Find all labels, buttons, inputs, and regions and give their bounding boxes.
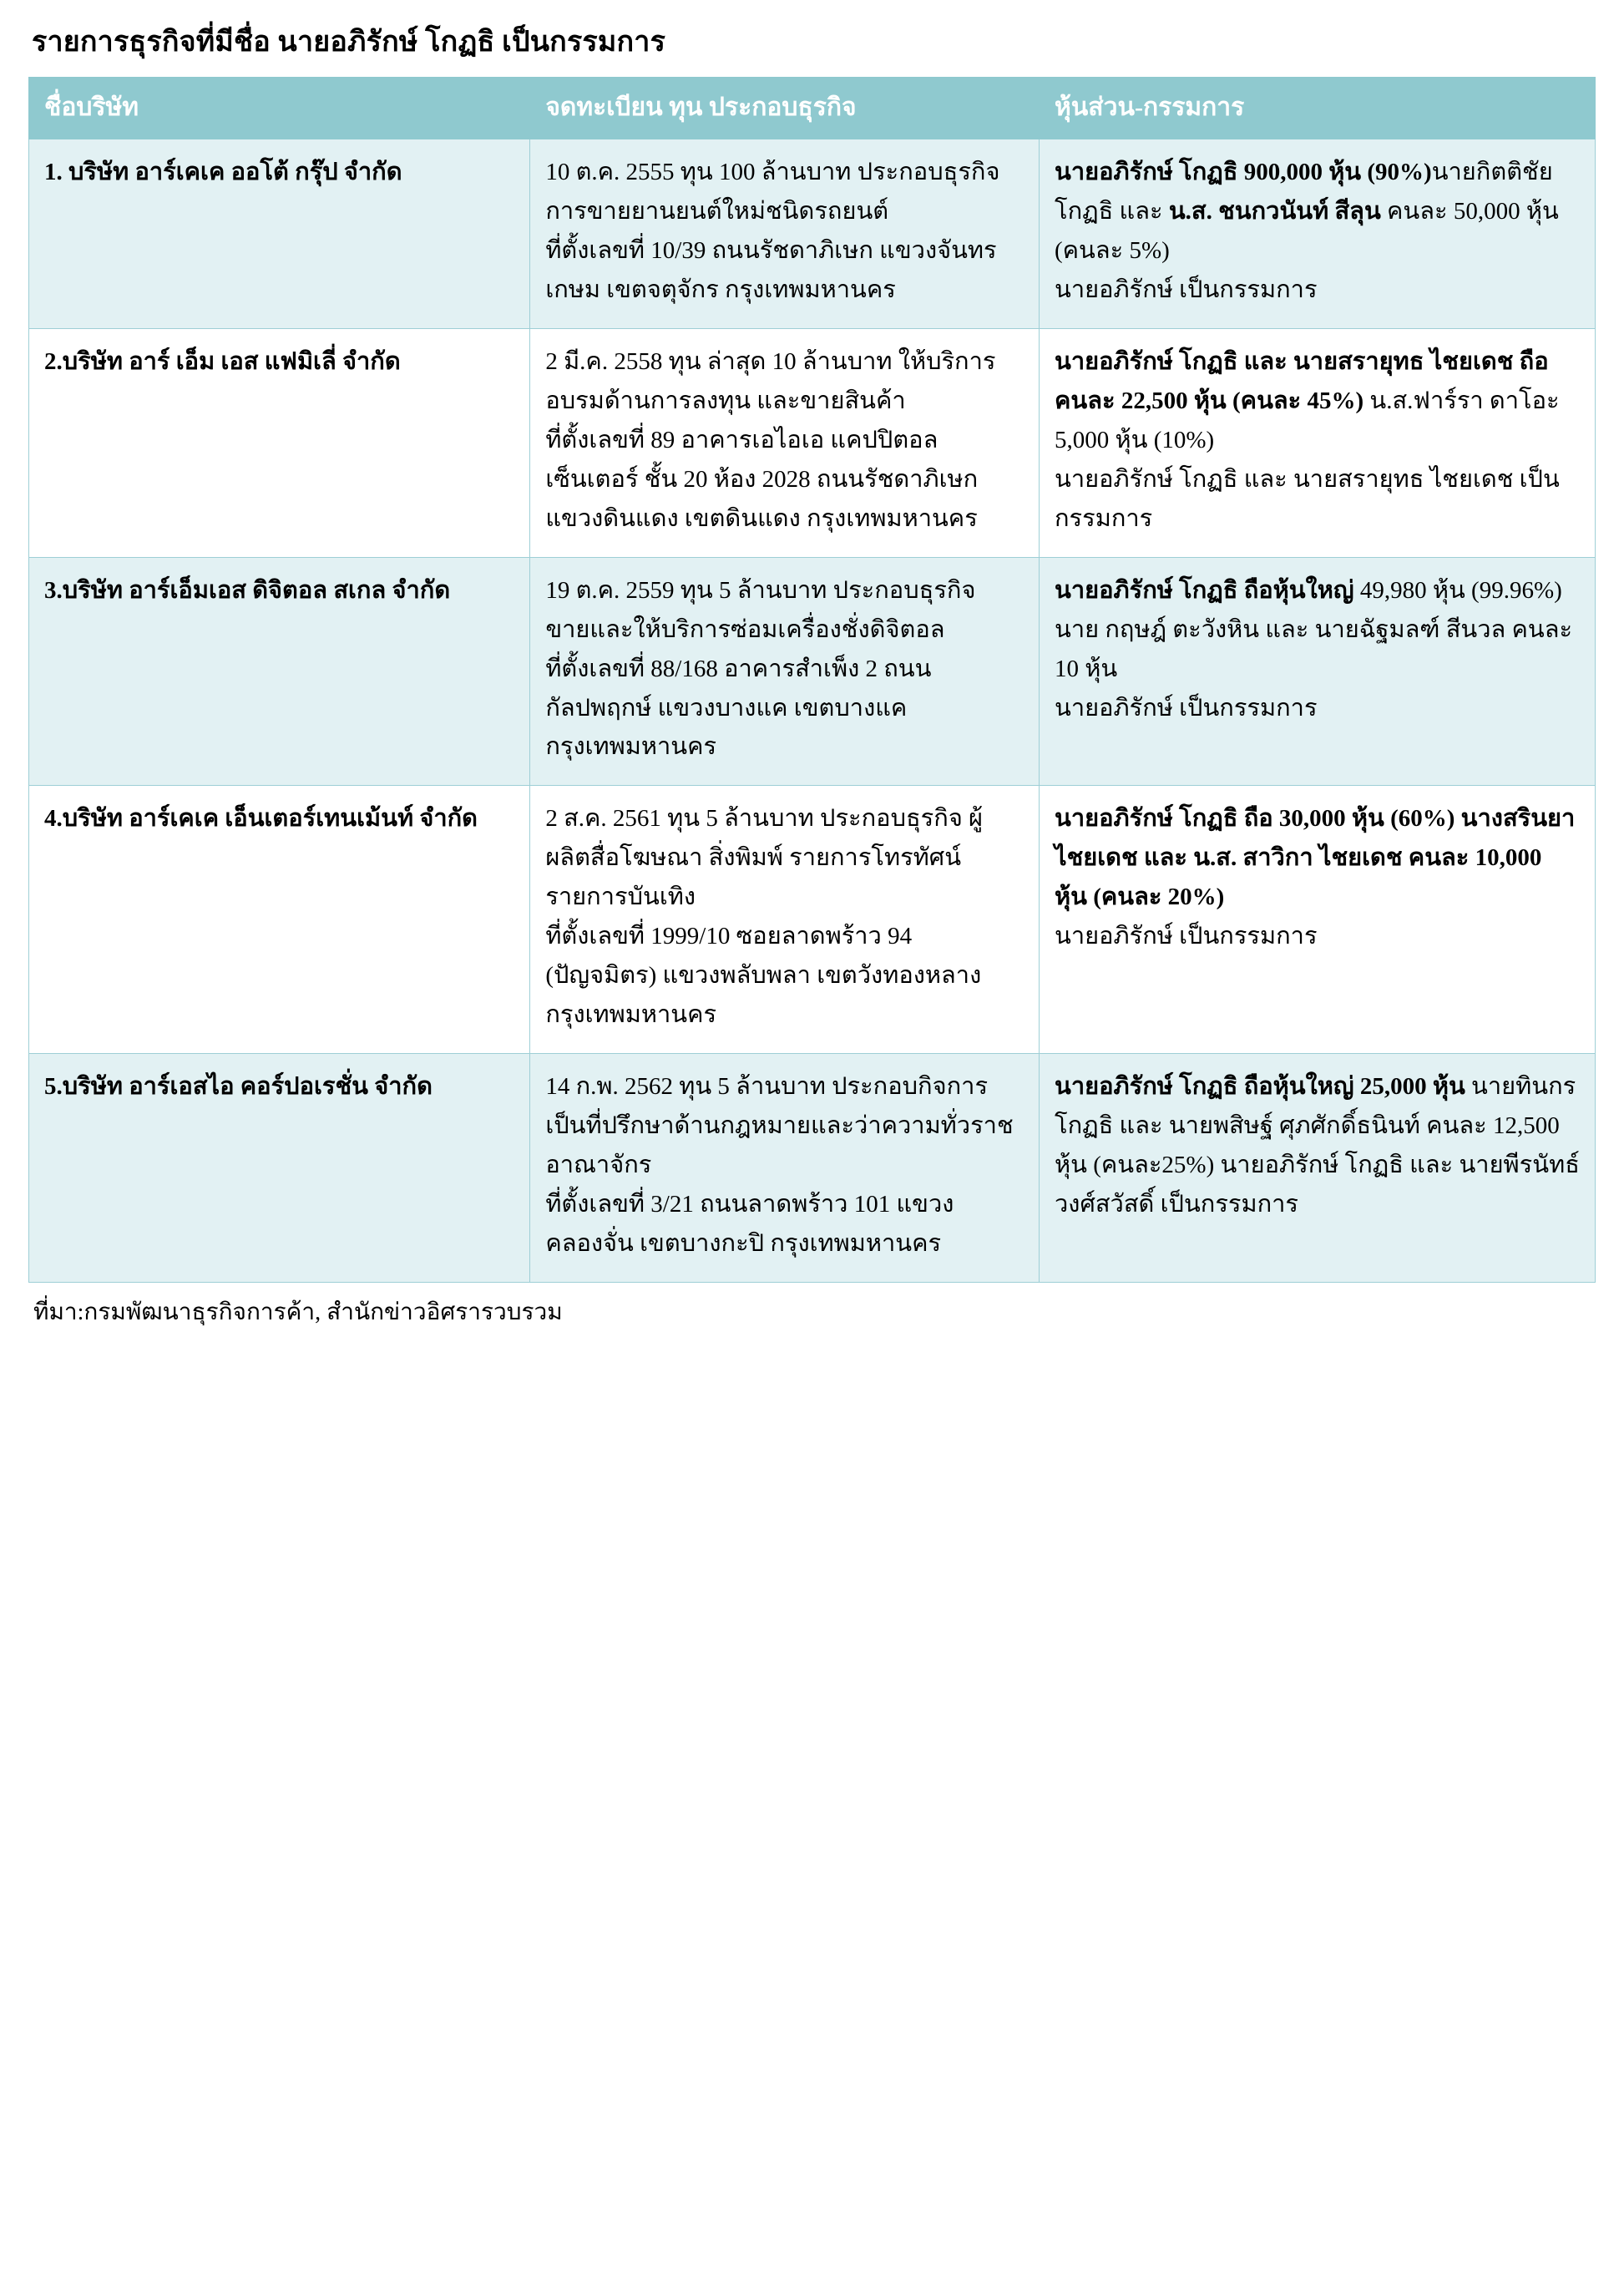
shareholder-text-emphasis: นายอภิรักษ์ โกฏธิ 900,000 หุ้น (90%) <box>1055 158 1432 185</box>
shareholder-text: นายอภิรักษ์ เป็นกรรมการ <box>1055 276 1318 303</box>
registration-line: ที่ตั้งเลขที่ 3/21 ถนนลาดพร้าว 101 แขวงคลองจั่น เขตบางกะปิ กรุงเทพมหานคร <box>545 1191 954 1258</box>
shareholder-text-emphasis: นายอภิรักษ์ โกฏธิ ถือ 30,000 หุ้น (60%) นางสรินยา ไชยเดช และ น.ส. สาวิกา ไชยเดช คนละ 10,000 หุ้น (คนละ 20%) <box>1055 805 1576 911</box>
company-name-text: 3.บริษัท อาร์เอ็มเอส ดิจิตอล สเกล จำกัด <box>44 576 451 604</box>
cell-shareholders <box>1040 786 1596 1054</box>
page-title: รายการธุรกิจที่มีชื่อ นายอภิรักษ์ โกฏธิ เป็นกรรมการ <box>32 27 666 58</box>
business-table <box>28 77 1596 1283</box>
table-row <box>29 786 1596 1054</box>
cell-company-name <box>29 139 530 328</box>
column-header-registration: จดทะเบียน ทุน ประกอบธุรกิจ <box>530 77 1040 139</box>
shareholder-text: น.ส.ฟาร์รา ดาโอะ 5,000 หุ้น (10%) <box>1055 387 1560 453</box>
table-row <box>29 139 1596 328</box>
table-row <box>29 1054 1596 1283</box>
registration-line: ที่ตั้งเลขที่ 1999/10 ซอยลาดพร้าว 94 (ปัญจมิตร) แขวงพลับพลา เขตวังทองหลาง กรุงเทพมหานคร <box>545 923 982 1029</box>
registration-line: 2 ส.ค. 2561 ทุน 5 ล้านบาท ประกอบธุรกิจ ผู้ผลิตสื่อโฆษณา สิ่งพิมพ์ รายการโทรทัศน์ รายการบันเทิง <box>545 805 984 911</box>
shareholder-text: นายอภิรักษ์ โกฏธิ และ นายสรายุทธ ไชยเดช เป็นกรรมการ <box>1055 465 1560 532</box>
registration-line: 10 ต.ค. 2555 ทุน 100 ล้านบาท ประกอบธุรกิจ การขายยานยนต์ใหม่ชนิดรถยนต์ <box>545 158 1000 225</box>
registration-line: ที่ตั้งเลขที่ 88/168 อาคารสำเพ็ง 2 ถนนกัลปพฤกษ์ แขวงบางแค เขตบางแค กรุงเทพมหานคร <box>545 655 932 761</box>
company-name-text: 5.บริษัท อาร์เอสไอ คอร์ปอเรชั่น จำกัด <box>44 1073 433 1101</box>
cell-shareholders <box>1040 139 1596 328</box>
shareholder-text-emphasis: นายอภิรักษ์ โกฏธิ และ นายสรายุทธ ไชยเดช ถือคนละ 22,500 หุ้น (คนละ 45%) <box>1055 347 1549 414</box>
cell-registration-info <box>530 1054 1040 1283</box>
cell-shareholders <box>1040 328 1596 557</box>
cell-company-name <box>29 786 530 1054</box>
shareholder-text: คนละ 50,000 หุ้น (คนละ 5%) <box>1055 197 1559 264</box>
company-name-text: 4.บริษัท อาร์เคเค เอ็นเตอร์เทนเม้นท์ จำกัด <box>44 805 478 833</box>
shareholder-text-emphasis: น.ส. ชนกวนันท์ สีลุน <box>1168 197 1381 225</box>
table-row <box>29 328 1596 557</box>
column-header-company: ชื่อบริษัท <box>29 77 530 139</box>
table-row <box>29 557 1596 786</box>
table-header-row <box>29 77 1596 139</box>
registration-line: 14 ก.พ. 2562 ทุน 5 ล้านบาท ประกอบกิจการเป็นที่ปรึกษาด้านกฎหมายและว่าความทั่วราชอาณาจักร <box>545 1073 1014 1179</box>
registration-line: ที่ตั้งเลขที่ 89 อาคารเอไอเอ แคปปิตอล เซ็นเตอร์ ชั้น 20 ห้อง 2028 ถนนรัชดาภิเษก แขวงดินแดง เขตดินแดง กรุงเทพมหานคร <box>545 426 979 532</box>
cell-registration-info <box>530 786 1040 1054</box>
shareholder-text-emphasis: นายอภิรักษ์ โกฏธิ ถือหุ้นใหญ่ <box>1055 576 1360 604</box>
cell-registration-info <box>530 557 1040 786</box>
source-note: ที่มา:กรมพัฒนาธุรกิจการค้า, สำนักข่าวอิศรารวบรวม <box>33 1299 563 1326</box>
cell-registration-info <box>530 139 1040 328</box>
company-name-text: 2.บริษัท อาร์ เอ็ม เอส แฟมิเลี่ จำกัด <box>44 347 401 375</box>
cell-company-name <box>29 1054 530 1283</box>
registration-line: 19 ต.ค. 2559 ทุน 5 ล้านบาท ประกอบธุรกิจ ขายและให้บริการซ่อมเครื่องชั่งดิจิตอล <box>545 576 976 643</box>
cell-shareholders <box>1040 1054 1596 1283</box>
column-header-shareholders: หุ้นส่วน-กรรมการ <box>1040 77 1596 139</box>
shareholder-text-emphasis: นายอภิรักษ์ โกฏธิ ถือหุ้นใหญ่ 25,000 หุ้น <box>1055 1073 1465 1101</box>
company-name-text: 1. บริษัท อาร์เคเค ออโต้ กรุ๊ป จำกัด <box>44 158 402 185</box>
cell-shareholders <box>1040 557 1596 786</box>
cell-company-name <box>29 328 530 557</box>
shareholder-text: นายทินกร โกฏธิ และ นายพสิษฐ์ ศุภศักดิ์ธนินท์ คนละ 12,500 หุ้น (คนละ25%) นายอภิรักษ์ โกฏธิ และ นายพีรนัทธ์ วงศ์สวัสดิ์ เป็นกรรมการ <box>1055 1073 1580 1218</box>
registration-line: ที่ตั้งเลขที่ 10/39 ถนนรัชดาภิเษก แขวงจันทรเกษม เขตจตุจักร กรุงเทพมหานคร <box>545 236 997 303</box>
shareholder-text: นายอภิรักษ์ เป็นกรรมการ <box>1055 694 1318 722</box>
table-header <box>29 77 1596 139</box>
cell-company-name <box>29 557 530 786</box>
shareholder-text: นายกิตติชัย โกฏธิ และ <box>1055 158 1553 225</box>
shareholder-text: 49,980 หุ้น (99.96%) นาย กฤษฎ์ ตะวังหิน และ นายฉัฐมลฑ์ สีนวล คนละ 10 หุ้น <box>1055 576 1573 682</box>
table-body <box>29 139 1596 1282</box>
registration-line: 2 มี.ค. 2558 ทุน ล่าสุด 10 ล้านบาท ให้บริการอบรมด้านการลงทุน และขายสินค้า <box>545 347 996 414</box>
shareholder-text: นายอภิรักษ์ เป็นกรรมการ <box>1055 923 1318 950</box>
cell-registration-info <box>530 328 1040 557</box>
